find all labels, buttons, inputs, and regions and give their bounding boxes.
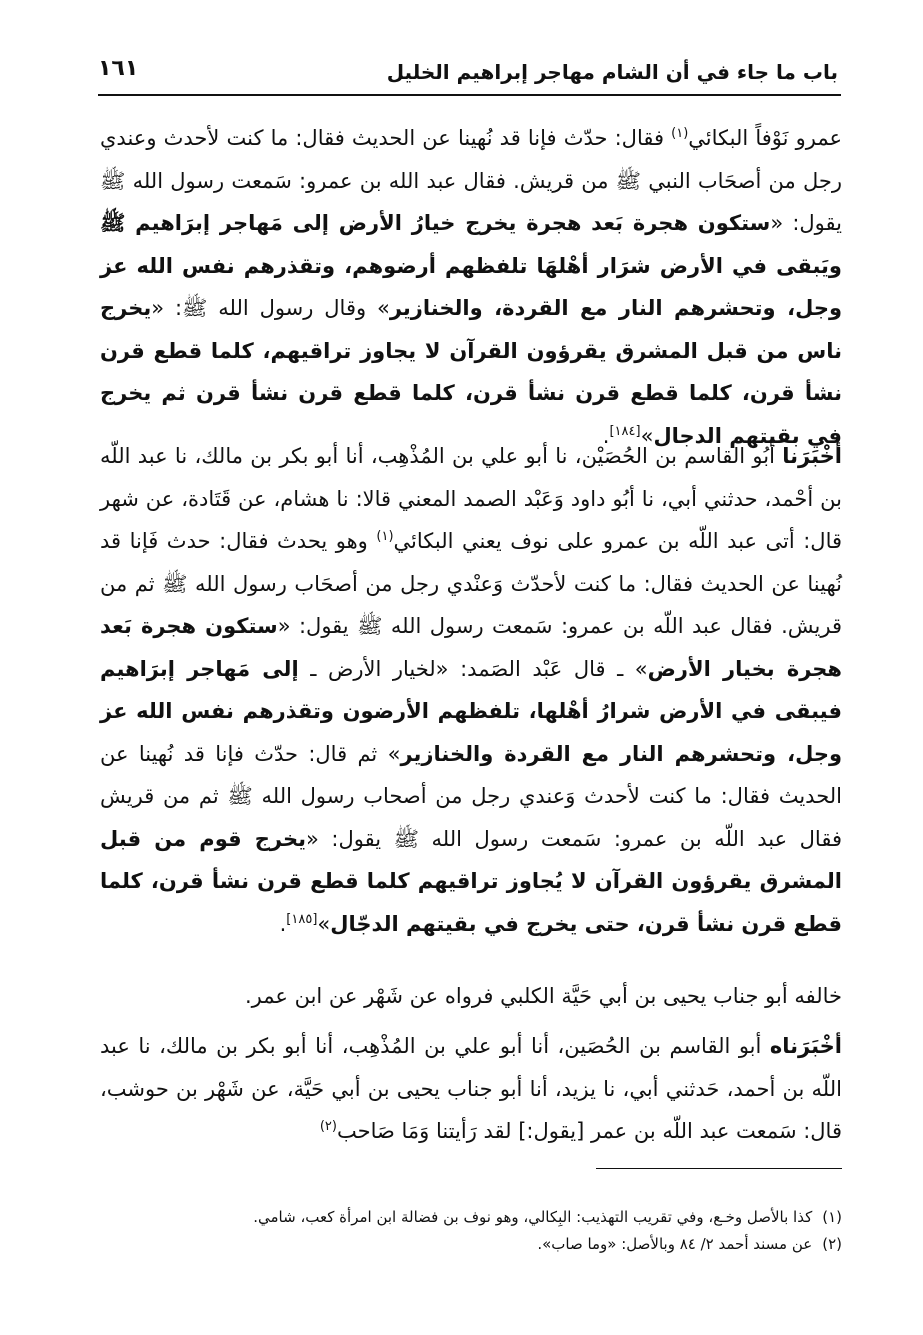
text-segment: أبُو القاسم بن الحُصَيْن، نا أبو علي بن المُذْهِب، أنا أبو بكر بن مالك، نا عبد اللّه بن أحْمد، حدثني أبي، نا أبُو داود وَعَبْد الصمد المعني قالا: نا هشام، عن قَتَادة، عن شهر قال: أتى عبد اللّه بن عمرو على نوف يعني البكائي (100, 444, 843, 553)
text-segment: وهو يحدث فقال: حدث فَإنا قد نُهينا عن الحديث فقال: ما كنت لأحدّث وَعنْدي رجل من أصحَاب رسول الله ﷺ ثم من قريش. فقال عبد اللّه بن عمرو: سَمعت رسول الله ﷺ يقول: « (100, 529, 842, 638)
paragraph-4 (100, 1025, 842, 1153)
footnote (120, 1231, 842, 1258)
header-rule (98, 94, 841, 96)
running-header (98, 56, 838, 90)
footnote-number: (١) (822, 1208, 842, 1226)
paragraph-2 (100, 435, 842, 945)
hadith-text: ستكون هجرة بَعد هجرة بخيار الأرض (100, 614, 842, 681)
text-segment: » وقال رسول الله ﷺ: « (151, 296, 390, 320)
paragraph-1 (100, 117, 842, 457)
chapter-title: باب ما جاء في أن الشام مهاجر إبراهيم الخليل (386, 60, 838, 84)
footnotes (120, 1204, 842, 1258)
hadith-text: يخرج قوم من قبل المشرق يقرؤون القرآن لا يُجاوز تراقيهم كلما قطع قرن نشأ قرن، كلما قطع قرن نشأ قرن، حتى يخرج في بقيتهم الدجّال (100, 826, 842, 936)
text-segment: » ثم قال: حدّث فإنا قد نُهينا عن الحديث فقال: ما كنت لأحدث وَعندي رجل من أصحاب رسول الله ﷺ ثم من قريش فقال عبد اللّه بن عمرو: سَمعت رسول الله ﷺ يقول: « (100, 741, 842, 851)
hadith-number: [١٨٤] (609, 423, 641, 439)
hadith-text: يخرج ناس من قبل المشرق يقرؤون القرآن لا يجاوز تراقيهم، كلما قطع قرن نشأ قرن، كلما قطع قرن نشأ قرن، كلما قطع قرن نشأ قرن ثم يخرج في بقيتهم الدجال (100, 296, 842, 448)
text-segment: » (640, 423, 654, 448)
hadith-number: [١٨٥] (286, 911, 318, 927)
paragraph-3: خالفه أبو جناب يحيى بن أبي حَيَّة الكلبي فرواه عن شَهْر عن ابن عمر. (244, 984, 842, 1008)
footnote-ref: (١) (671, 126, 689, 141)
footnote-text: كذا بالأصل وخـع، وفي تقريب التهذيب: البِكالي، وهو نوف بن فضالة ابن امرأة كعب، شامي. (253, 1208, 813, 1226)
text-segment: » ـ قال عَبْد الصَمد: «لخيار الأرض ـ (298, 656, 648, 681)
footnote-rule (596, 1168, 842, 1169)
text-segment: عمرو نَوْفاً البكائي (688, 126, 842, 150)
footnote-number: (٢) (822, 1235, 842, 1253)
text-segment: فقال: حدّث فإنا قد نُهينا عن الحديث فقال: ما كنت لأحدث وعندي رجل من أصحَاب النبي ﷺ من قريش. فقال عبد الله بن عمرو: سَمعت رسول الله ﷺ يقول: « (100, 126, 842, 235)
isnad-lead: أخْبَرَناه (769, 1034, 842, 1058)
text-segment: أبو القاسم بن الحُصَين، أنا أبو علي بن المُذْهِب، أنا أبو بكر بن مالك، نا عبد اللّه بن أحمد، حَدثني أبي، نا يزيد، أنا أبو جناب يحيى بن أبي حَيَّة، عن شَهْر بن حوشب، قال: سَمعت عبد اللّه بن عمر [يقول:] لقد رَأيتنا وَمَا صَاحب (100, 1034, 842, 1143)
footnote-ref: (١) (376, 529, 394, 544)
isnad-lead: أخْبَرَنا (782, 444, 842, 468)
hadith-text: ستكون هجرة بَعد هجرة يخرج خيارُ الأرض إلى مَهاجر إبرَاهيم ﷺ ويَبقى في الأرض شرَار أهْلهَا تلفظهم أرضوهم، وتقذرهم نفس الله عز وجل، وتحشرهم النار مع القردة، والخنازير (100, 211, 843, 320)
footnote-ref: (٢) (319, 1119, 337, 1134)
text-segment: . (602, 423, 610, 448)
page-number: ١٦١ (98, 56, 139, 81)
footnote (120, 1204, 842, 1231)
text-segment: . (279, 911, 287, 936)
hadith-text: إلى مَهاجر إبرَاهيم فيبقى في الأرض شرارُ أهْلها، تلفظهم الأرضون وتقذرهم نفس الله عز وجل، وتحشرهم النار مع القردة والخنازير (100, 656, 843, 766)
footnote-text: عن مسند أحمد ٢/ ٨٤ وبالأصل: «وما صاب». (537, 1235, 813, 1253)
text-segment: » (317, 911, 331, 936)
